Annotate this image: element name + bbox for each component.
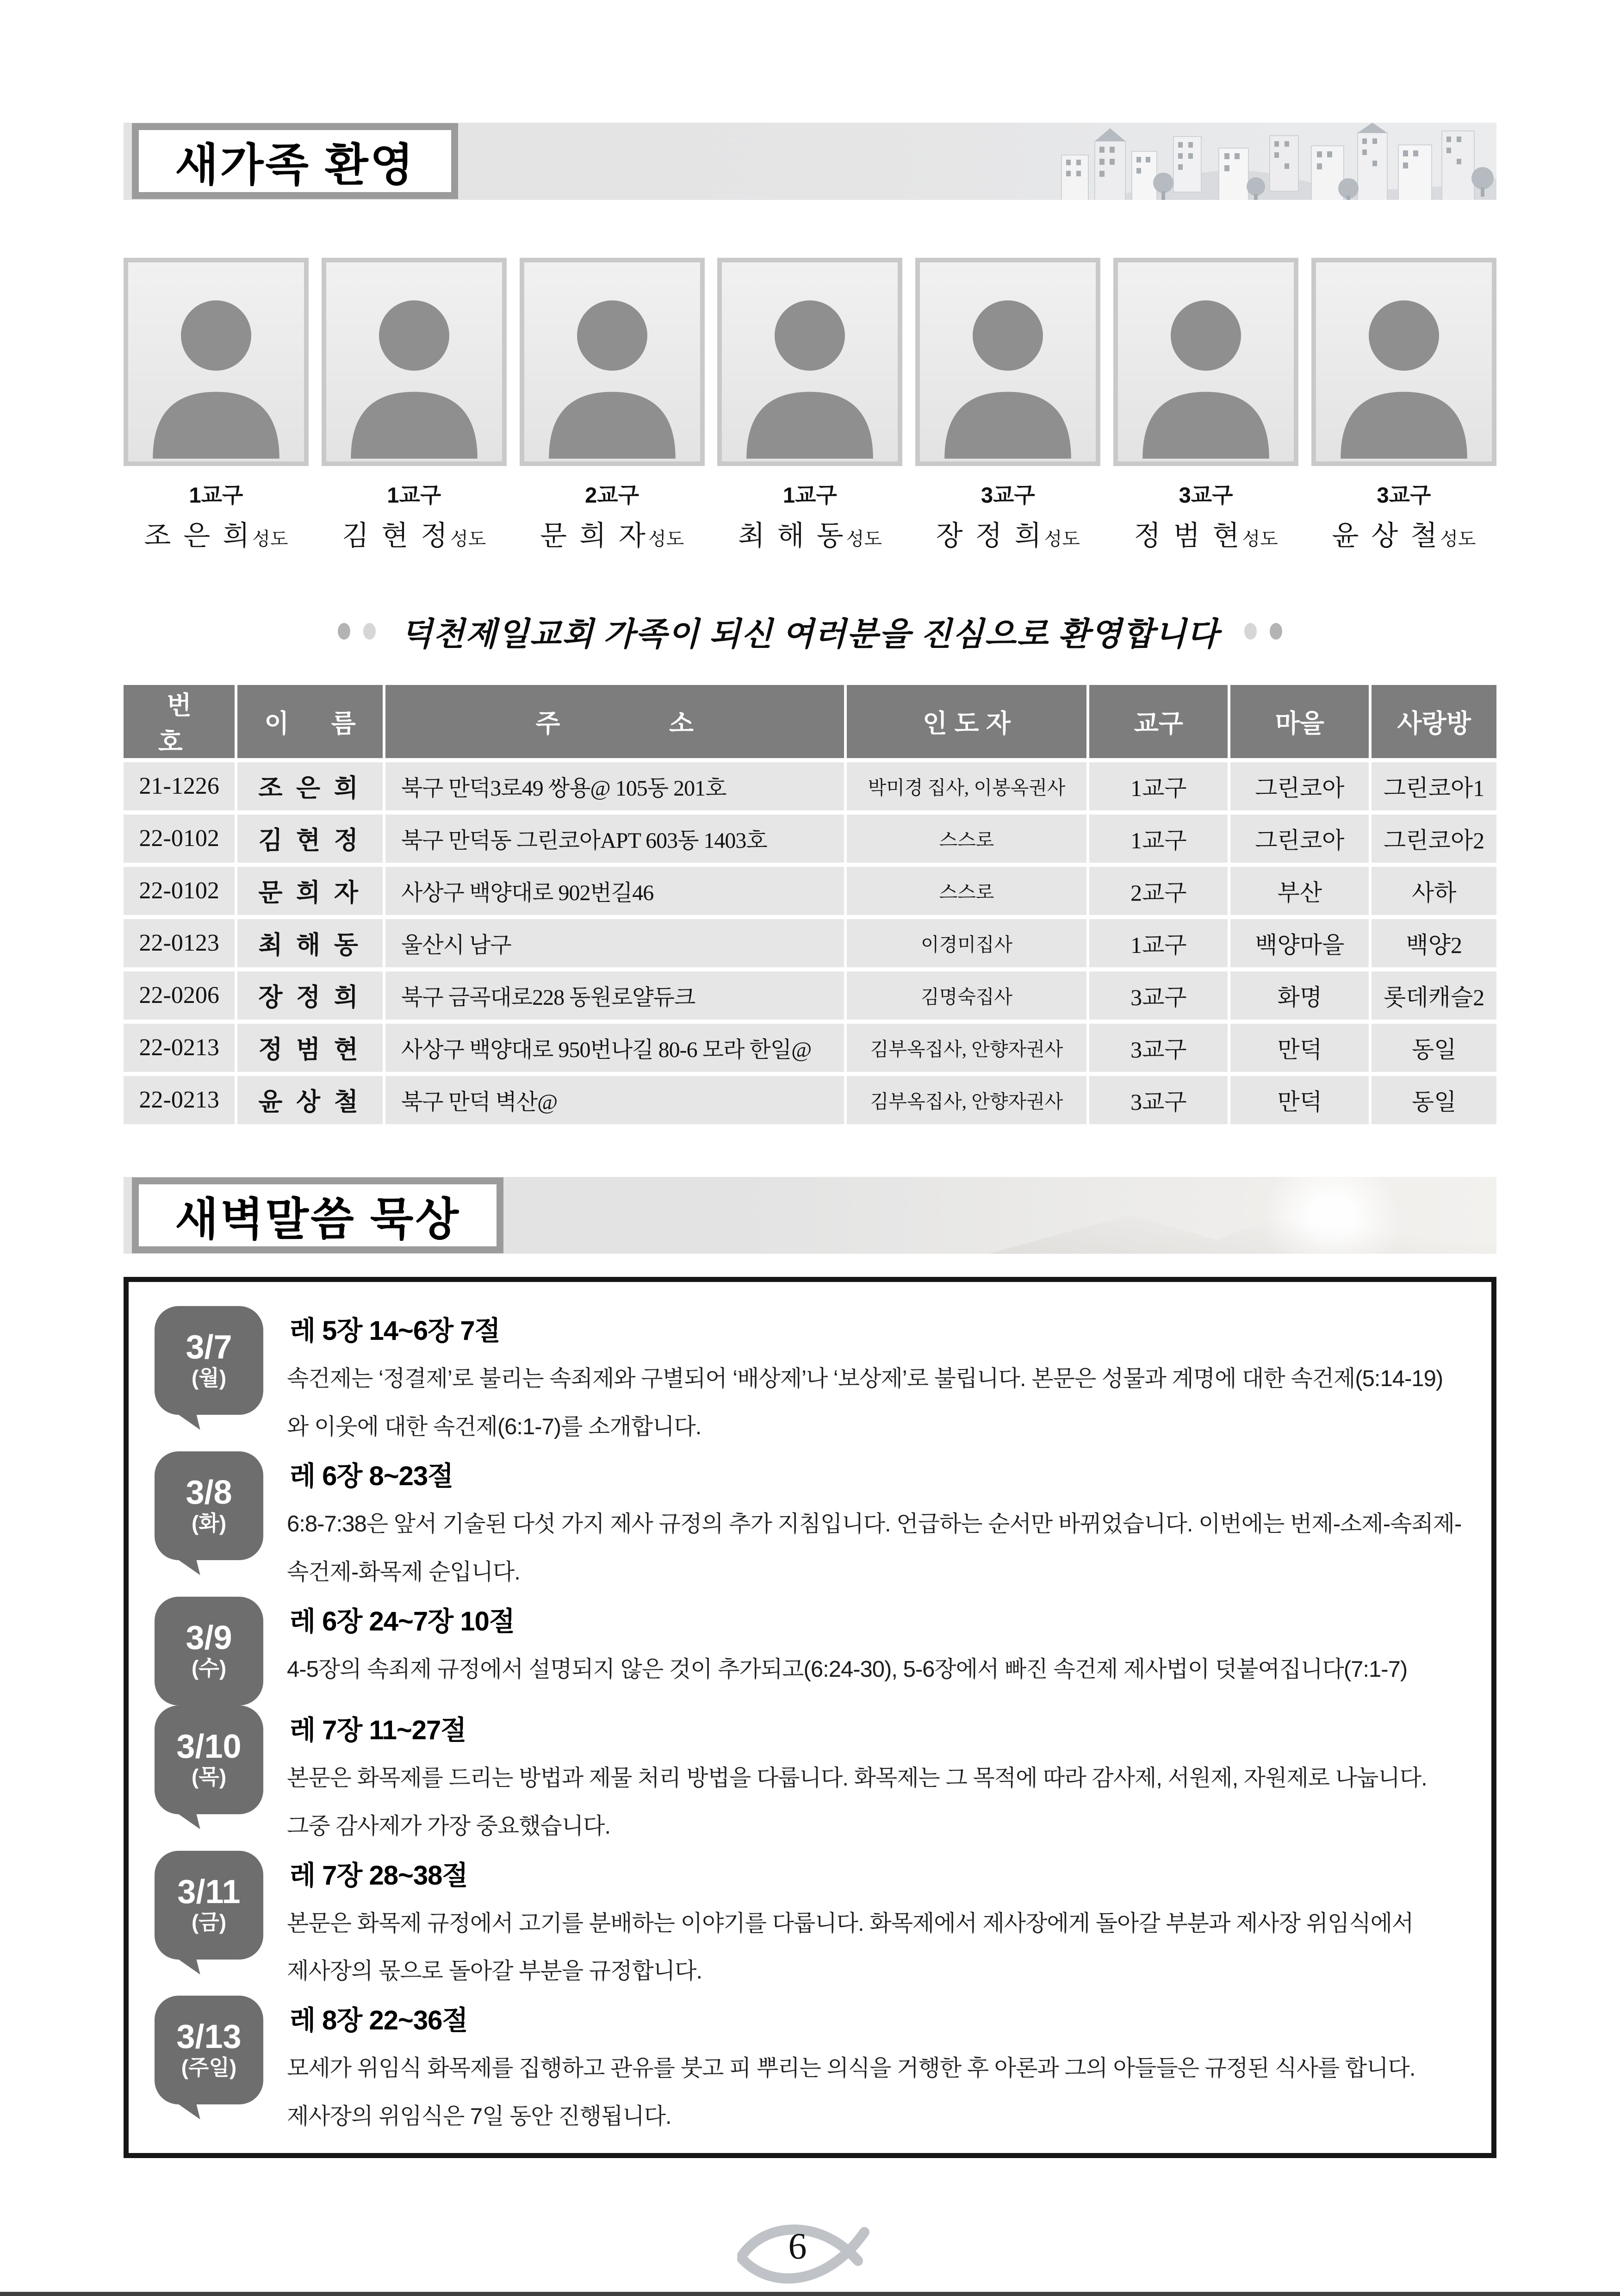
cell-room: 사하	[1372, 867, 1496, 915]
member-name-line	[1134, 514, 1278, 554]
entry-title: 레 7장 28~38절	[290, 1860, 468, 1891]
member-suffix: 성도	[1242, 528, 1278, 549]
section1-title: 새가족 환영	[175, 140, 416, 191]
entry-body: 본문은 화목제를 드리는 방법과 제물 처리 방법을 다룹니다. 화목제는 그 목적에 따라 감사제, 서원제, 자원제로 나눕니다. 그중 감사제가 가장 중요했습니다.	[287, 1765, 1427, 1839]
cell-no: 22-0102	[124, 815, 235, 863]
welcome-line	[338, 608, 1282, 655]
col-header-district: 교구	[1089, 685, 1228, 758]
member-suffix: 성도	[1440, 528, 1476, 549]
entry-body: 모세가 위임식 화목제를 집행하고 관유를 붓고 피 뿌리는 의식을 거행한 후 아론과 그의 아들들은 규정된 식사를 합니다. 제사장의 위임식은 7일 동안 진행됩니다.	[287, 2056, 1415, 2129]
meditation-entry	[148, 1996, 1466, 2141]
member-photo	[1311, 258, 1496, 466]
badge-date: 3/10	[176, 1728, 242, 1765]
entry-body: 4-5장의 속죄제 규정에서 설명되지 않은 것이 추가되고(6:24-30), 5-6장에서 빠진 속건제 제사법이 덧붙여집니다(7:1-7)	[287, 1656, 1408, 1682]
cell-room: 동일	[1372, 1024, 1496, 1072]
meditation-entry	[148, 1451, 1466, 1597]
cell-guide: 박미경 집사, 이봉옥권사	[847, 762, 1087, 810]
welcome-text: 덕천제일교회 가족이 되신 여러분을 진심으로 환영합니다	[401, 616, 1219, 653]
cell-name: 장 정 희	[237, 971, 383, 1020]
cell-room: 그린코아1	[1372, 762, 1496, 810]
cell-address: 사상구 백양대로 902번길46	[385, 867, 844, 915]
dot-icon	[363, 623, 376, 640]
date-badge-area	[148, 1451, 287, 1560]
dot-icon	[1270, 623, 1282, 640]
cell-village: 만덕	[1230, 1076, 1369, 1124]
member-photo	[520, 258, 705, 466]
member-card	[1113, 258, 1298, 554]
member-photo	[717, 258, 902, 466]
dot-icon	[1244, 623, 1257, 640]
entry-text	[287, 1597, 1466, 1694]
member-suffix: 성도	[450, 528, 486, 549]
member-card	[520, 258, 705, 554]
entry-text	[287, 1705, 1466, 1851]
cell-name: 문 희 자	[237, 867, 383, 915]
person-silhouette-icon	[326, 262, 502, 461]
cell-guide: 스스로	[847, 867, 1087, 915]
date-badge-area	[148, 1597, 287, 1705]
member-photo	[915, 258, 1100, 466]
meditation-entry	[148, 1705, 1466, 1851]
badge-date: 3/7	[186, 1329, 232, 1366]
cell-guide: 스스로	[847, 815, 1087, 863]
new-members-row	[124, 258, 1496, 554]
cell-no: 21-1226	[124, 762, 235, 810]
member-suffix: 성도	[252, 528, 288, 549]
cell-name: 최 해 동	[237, 919, 383, 967]
member-district: 3교구	[1377, 482, 1431, 507]
cell-address: 울산시 남구	[385, 919, 844, 967]
member-photo	[124, 258, 309, 466]
ichthys-fish-icon	[734, 2213, 887, 2296]
meditation-entry	[148, 1306, 1466, 1451]
member-name: 윤 상 철	[1332, 520, 1440, 551]
cell-no: 22-0206	[124, 971, 235, 1020]
col-header-village: 마을	[1230, 685, 1369, 758]
table-row	[124, 762, 1496, 810]
entry-body: 6:8-7:38은 앞서 기술된 다섯 가지 제사 규정의 추가 지침입니다. 언급하는 순서만 바뀌었습니다. 이번에는 번제-소제-속죄제-속건제-화목제 순입니다.	[287, 1512, 1462, 1585]
cell-district: 1교구	[1089, 919, 1228, 967]
date-badge	[155, 1851, 263, 1960]
cell-village: 그린코아	[1230, 762, 1369, 810]
person-silhouette-icon	[128, 262, 304, 461]
date-badge	[155, 1996, 263, 2104]
date-badge	[155, 1597, 263, 1705]
badge-date: 3/11	[177, 1873, 241, 1910]
table-row	[124, 1076, 1496, 1124]
member-name-line	[540, 514, 684, 554]
entry-title: 레 6장 24~7장 10절	[290, 1606, 515, 1636]
person-silhouette-icon	[722, 262, 898, 461]
table-header-row	[124, 685, 1496, 758]
member-name: 정 범 현	[1134, 520, 1242, 551]
cell-name: 윤 상 철	[237, 1076, 383, 1124]
cell-village: 부산	[1230, 867, 1369, 915]
badge-day: (화)	[191, 1511, 227, 1535]
cell-no: 22-0123	[124, 919, 235, 967]
entry-title: 레 5장 14~6장 7절	[290, 1316, 500, 1346]
cell-guide: 김명숙집사	[847, 971, 1087, 1020]
sunrise-illustration	[987, 1198, 1496, 1254]
meditation-box	[124, 1277, 1496, 2158]
cell-village: 만덕	[1230, 1024, 1369, 1072]
member-suffix: 성도	[846, 528, 882, 549]
cell-room: 동일	[1372, 1076, 1496, 1124]
dot-icon	[338, 623, 350, 640]
page-number: 6	[788, 2226, 807, 2267]
member-card	[915, 258, 1100, 554]
member-suffix: 성도	[648, 528, 684, 549]
date-badge	[155, 1306, 263, 1415]
entry-text	[287, 1451, 1466, 1597]
cell-address: 사상구 백양대로 950번나길 80-6 모라 한일@	[385, 1024, 844, 1072]
cell-district: 3교구	[1089, 1024, 1228, 1072]
person-silhouette-icon	[1316, 262, 1492, 461]
member-name: 장 정 희	[936, 520, 1044, 551]
cell-name: 김 현 정	[237, 815, 383, 863]
col-header-no: 번 호	[124, 685, 235, 758]
badge-date: 3/8	[186, 1474, 232, 1512]
badge-date: 3/9	[186, 1619, 232, 1656]
members-table	[121, 681, 1499, 1128]
member-name: 최 해 동	[738, 520, 846, 551]
col-header-guide: 인 도 자	[847, 685, 1087, 758]
member-district: 1교구	[783, 482, 837, 507]
cell-district: 1교구	[1089, 815, 1228, 863]
section2-header-band	[124, 1177, 1496, 1254]
cell-district: 1교구	[1089, 762, 1228, 810]
date-badge	[155, 1705, 263, 1814]
cell-guide: 이경미집사	[847, 919, 1087, 967]
member-district: 3교구	[1179, 482, 1233, 507]
member-card	[1311, 258, 1496, 554]
entry-title: 레 8장 22~36절	[290, 2005, 468, 2036]
cell-no: 22-0213	[124, 1024, 235, 1072]
member-name: 김 현 정	[342, 520, 451, 551]
entry-body: 본문은 화목제 규정에서 고기를 분배하는 이야기를 다룹니다. 화목제에서 제사장에게 돌아갈 부분과 제사장 위임식에서 제사장의 몫으로 돌아갈 부분을 규정합니다.	[287, 1910, 1414, 1984]
col-header-name: 이 름	[237, 685, 383, 758]
member-name-line	[1332, 514, 1476, 554]
member-card	[124, 258, 309, 554]
entry-text	[287, 1306, 1466, 1451]
date-badge-area	[148, 1306, 287, 1415]
member-name: 문 희 자	[540, 520, 648, 551]
date-badge	[155, 1451, 263, 1560]
badge-day: (수)	[191, 1656, 227, 1680]
cell-room: 그린코아2	[1372, 815, 1496, 863]
member-photo	[1113, 258, 1298, 466]
cell-address: 북구 만덕 벽산@	[385, 1076, 844, 1124]
section1-title-box	[132, 123, 458, 199]
badge-day: (월)	[191, 1365, 227, 1390]
section2-title-box	[132, 1177, 503, 1253]
badge-date: 3/13	[176, 2018, 242, 2056]
member-name-line	[738, 514, 882, 554]
meditation-entry	[148, 1851, 1466, 1996]
date-badge-area	[148, 1705, 287, 1814]
section1-header-band	[124, 123, 1496, 200]
page-bottom-edge	[0, 2292, 1620, 2296]
entry-body: 속건제는 ‘정결제’로 불리는 속죄제와 구별되어 ‘배상제’나 ‘보상제’로 불립니다. 본문은 성물과 계명에 대한 속건제(5:14-19)와 이웃에 대한 속건제(6:1-7)를 소개합니다.	[287, 1366, 1443, 1440]
cell-district: 3교구	[1089, 1076, 1228, 1124]
member-district: 2교구	[585, 482, 639, 507]
member-name-line	[936, 514, 1080, 554]
table-row	[124, 1024, 1496, 1072]
member-photo	[322, 258, 507, 466]
badge-day: (목)	[191, 1765, 227, 1789]
cell-guide: 김부옥집사, 안향자권사	[847, 1076, 1087, 1124]
entry-text	[287, 1996, 1466, 2141]
date-badge-area	[148, 1996, 287, 2104]
page-footer	[734, 2213, 887, 2296]
person-silhouette-icon	[1118, 262, 1294, 461]
person-silhouette-icon	[920, 262, 1096, 461]
cell-room: 롯데캐슬2	[1372, 971, 1496, 1020]
member-name-line	[342, 514, 486, 554]
member-card	[322, 258, 507, 554]
cell-address: 북구 만덕3로49 쌍용@ 105동 201호	[385, 762, 844, 810]
cell-guide: 김부옥집사, 안향자권사	[847, 1024, 1087, 1072]
member-card	[717, 258, 902, 554]
member-name: 조 은 희	[144, 520, 253, 551]
member-suffix: 성도	[1044, 528, 1080, 549]
cell-address: 북구 금곡대로228 동원로얄듀크	[385, 971, 844, 1020]
cell-room: 백양2	[1372, 919, 1496, 967]
member-name-line	[144, 514, 288, 554]
cell-village: 화명	[1230, 971, 1369, 1020]
table-row	[124, 815, 1496, 863]
badge-day: (주일)	[181, 2055, 237, 2079]
cell-name: 조 은 희	[237, 762, 383, 810]
cell-district: 2교구	[1089, 867, 1228, 915]
table-row	[124, 867, 1496, 915]
entry-title: 레 6장 8~23절	[290, 1461, 453, 1491]
col-header-room: 사랑방	[1372, 685, 1496, 758]
badge-day: (금)	[191, 1910, 227, 1935]
cell-no: 22-0213	[124, 1076, 235, 1124]
cell-no: 22-0102	[124, 867, 235, 915]
entry-title: 레 7장 11~27절	[290, 1715, 466, 1745]
date-badge-area	[148, 1851, 287, 1960]
col-header-address: 주 소	[385, 685, 844, 758]
meditation-entry	[148, 1597, 1466, 1705]
cell-name: 정 범 현	[237, 1024, 383, 1072]
city-illustration	[1052, 123, 1496, 200]
table-row	[124, 919, 1496, 967]
table-row	[124, 971, 1496, 1020]
cell-district: 3교구	[1089, 971, 1228, 1020]
person-silhouette-icon	[524, 262, 700, 461]
member-district: 1교구	[387, 482, 441, 507]
section2-title: 새벽말씀 묵상	[175, 1194, 461, 1244]
entry-text	[287, 1851, 1466, 1996]
cell-address: 북구 만덕동 그린코아APT 603동 1403호	[385, 815, 844, 863]
cell-village: 그린코아	[1230, 815, 1369, 863]
member-district: 3교구	[981, 482, 1035, 507]
cell-village: 백양마을	[1230, 919, 1369, 967]
member-district: 1교구	[189, 482, 243, 507]
